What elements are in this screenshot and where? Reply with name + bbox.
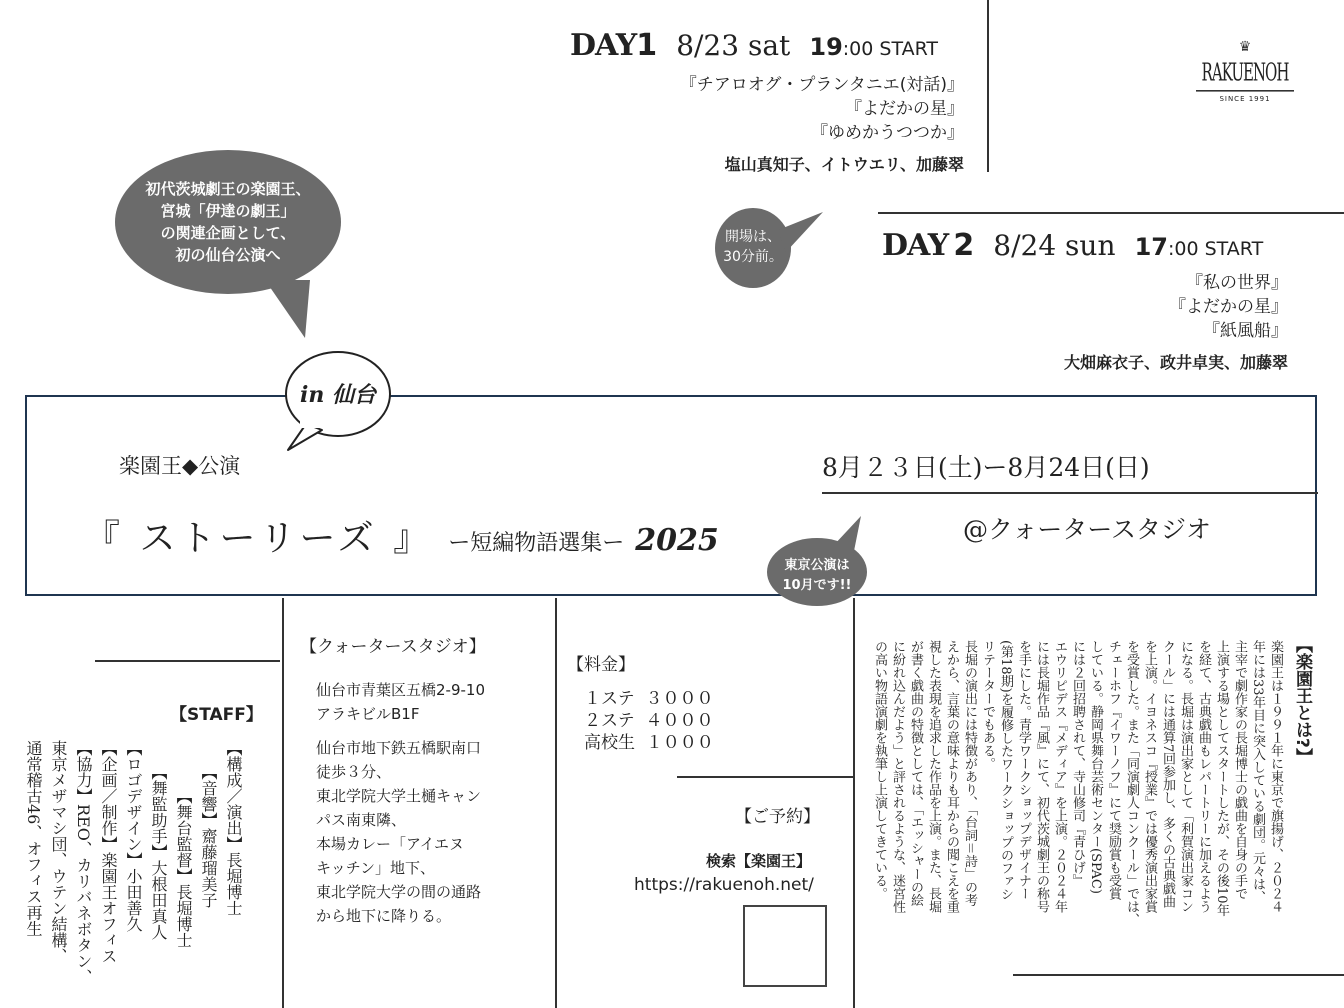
program-item: 『チアロオグ・プランタニエ(対話)』 [679,75,964,95]
price-table [584,688,714,754]
price-bottom-rule [677,776,855,778]
program-item: 『私の世界』 [1186,273,1288,293]
performance-dates: 8月２３日(土)ー8月24日(日) [822,453,1150,482]
day2-cast: 大畑麻衣子、政井卓実、加藤翠 [1063,353,1288,372]
staff-list [21,740,246,1000]
staff-line: 通常稽古46、オフィス再生 [24,740,43,937]
staff-top-rule [95,660,280,662]
show-title: 『 ストーリーズ 』 [84,518,434,559]
reserve-heading: 【ご予約】 [735,807,820,827]
presenter: 楽園王◆公演 [119,454,241,478]
main-title-box [25,395,1317,596]
logo-wordmark: RAKUENOH [1196,58,1294,92]
show-subtitle: ー短編物語選集ー [448,531,625,556]
col-divider-2 [555,598,557,1008]
day1-divider [987,0,989,172]
staff-line: 【協力】REO、カリバネボタン、 [74,740,93,985]
venue-label: @クォータースタジオ [963,515,1212,544]
col-divider-3 [853,598,855,1008]
about-body: 楽園王は１９９１年に東京で旗揚げ、２０２４ 年には33年目に突入している劇団。元々は、 主宰で劇作家の長堀博士の戯曲を自身の手で 上演する場としてスタートしたが、その後10年 を経て、古典戯曲もレパートリーに加えるよう になる。長堀は演出家として「利賀演出家コン クール」には通算7回参加し、多くの古典戯曲 を上演。イヨネスコ『授業』では優秀演出家賞 を受賞した。また「同演劇人コンクール」では、 チェーホフ『イワーノフ』にて奨励賞も受賞 している。静岡県舞台芸術センター(SPAC) には２回招聘されて、寺山修司『青ひげ』 エウリピデス『メディア』を上演。２０２４年 には長堀作品『風』にて、初代茨城劇王の称号 を手にした。青学ワークショップデザイナー (第18期)を履修したワークショップのファシ リテーターでもある。 長堀の演出には特徴があり、「台詞＝詩」の考 えから、言葉の意味よりも耳からの聞こえを重 視した表現を追求した作品を上演。また、長堀 が書く戯曲の特徴としては、「エッシャーの絵 に紛れ込んだよう」と評されるような、迷宮性 の高い物語演劇を執筆し上演してきている。 [872,640,1283,926]
day1-cast: 塩山真知子、イトウエリ、加藤翠 [724,155,964,174]
staff-line: 【舞台監督】長堀博士 [174,788,193,948]
about-heading: 【楽園王とは?】 [1292,636,1312,765]
staff-line: 東京メザマシ団、ウテン結構、 [49,740,68,964]
day2-heading [882,228,1263,263]
staff-line: 【音響】齋藤瑠美子 [199,764,218,908]
day1-programs [544,73,964,145]
day1-hour: 19 [809,33,843,61]
qr-code-placeholder[interactable] [743,905,827,987]
day1-date: 8/23 sat [676,29,791,62]
day2-top-rule [878,212,1344,214]
reserve-search: 検索【楽園王】 [706,852,812,870]
rakuenoh-logo [1196,40,1294,103]
show-year: 2025 [635,523,719,558]
day2-number: 2 [953,228,975,263]
show-title-row [84,510,719,561]
price-heading: 【料金】 [567,655,635,675]
program-item: 『紙風船』 [1203,321,1288,341]
program-item: 『ゆめかうつつか』 [811,123,964,143]
day1-heading [570,28,938,63]
day1-label: DAY [570,28,637,63]
day2-hour: 17 [1134,233,1168,261]
reserve-url[interactable]: https://rakuenoh.net/ [634,875,814,895]
price-row: １ステ ３０００ [584,689,714,709]
dates-rule [822,492,1318,494]
day2-label: DAY [882,228,949,263]
doors-bubble-text: 開場は、 30分前。 [723,229,783,265]
access-directions: 仙台市地下鉄五橋駅南口 徒歩３分、 東北学院大学土樋キャン パス南東隣、 本場カレー「アイエヌ キッチン」地下、 東北学院大学の間の通路 から地下に降りる。 [316,739,482,925]
price-row: ２ステ ４０００ [584,711,714,731]
staff-line: 【ロゴデザイン】小田善久 [124,740,143,932]
access-address: 仙台市青葉区五橋2-9-10 アラキビルB1F [316,681,485,723]
day2-programs [888,271,1288,343]
col-divider-1 [282,598,284,1008]
in-sendai-label: in 仙台 [299,382,376,408]
staff-line: 【企画／制作】楽園王オフィス [99,740,118,964]
day2-time-rest: :00 START [1168,238,1264,260]
staff-heading: 【STAFF】 [170,705,263,725]
price-row: 高校生 １０００ [584,733,714,753]
tokyo-bubble-text: 東京公演は 10月です!! [782,558,852,593]
staff-line: 【構成／演出】長堀博士 [224,740,243,916]
intro-bubble-text: 初代茨城劇王の楽園王、 宮城「伊達の劇王」 の関連企画として、 初の仙台公演へ [145,180,311,264]
day1-time-rest: :00 START [842,38,939,60]
logo-since: SINCE 1991 [1219,95,1271,103]
day2-date: 8/24 sun [993,229,1116,262]
day1-number: 1 [636,28,658,63]
program-item: 『よだかの星』 [1169,297,1288,317]
program-item: 『よだかの星』 [845,99,964,119]
crown-icon: ♛ [1238,39,1252,55]
about-bottom-rule [1013,974,1344,976]
staff-line: 【舞監助手】大根田真人 [149,764,168,940]
access-heading: 【クォータースタジオ】 [300,637,486,657]
